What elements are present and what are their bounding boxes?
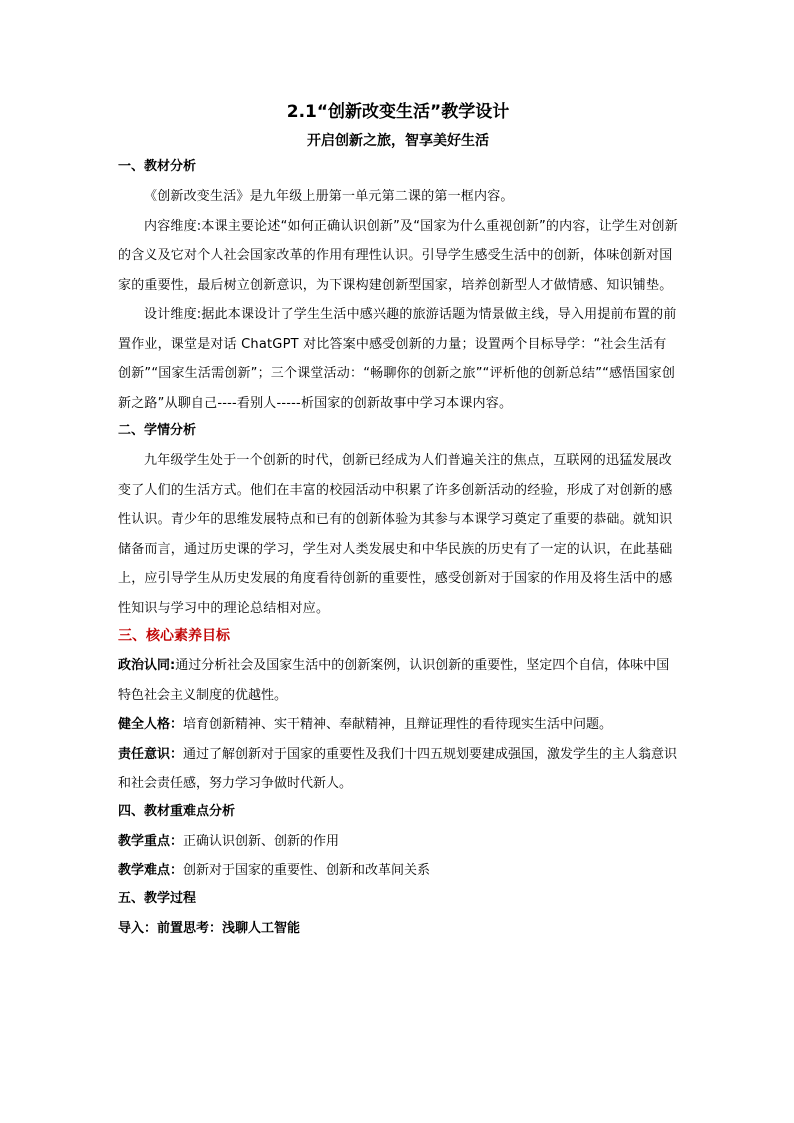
section-heading-teaching-process: 五、教学过程 bbox=[118, 890, 197, 906]
paragraph: 九年级学生处于一个创新的时代，创新已经成为人们普遍关注的焦点，互联网的迅猛发展改变了人们的生活方式。他们在丰富的校园活动中积累了许多创新活动的经验，形成了对创新的感性认识。青少年的思维发展特点和已有的创新体验为其参与本课学习奠定了重要的恭础。就知识储备而言，通过历史课的学习，学生对人类发展史和中华民族的历史有了一定的认识，在此基础上，应引导学生从历史发展的角度看待创新的重要性，感受创新对于国家的作用及将生活中的感性知识与学习中的理论总结相对应。 bbox=[118, 453, 673, 616]
key-point-text: 正确认识创新、创新的作用 bbox=[183, 833, 340, 849]
goal-item bbox=[118, 710, 678, 740]
document-title: 2.1“创新改变生活”教学设计 bbox=[286, 102, 510, 122]
section-heading-key-points: 四、教材重难点分析 bbox=[118, 803, 236, 819]
key-point-text: 创新对于国家的重要性、创新和改革间关系 bbox=[183, 863, 431, 878]
key-point-item bbox=[118, 827, 678, 857]
goal-label: 健全人格： bbox=[118, 717, 184, 732]
key-point-label: 教学重点： bbox=[118, 833, 184, 849]
goal-text: 通过了解创新对于国家的重要性及我们十四五规划要建成强国，激发学生的主人翁意识和社会责任感，努力学习争做时代新人。 bbox=[118, 746, 678, 791]
goal-text: 培育创新精神、实干精神、奉献精神，且辩证理性的看待现实生活中问题。 bbox=[183, 717, 613, 732]
paragraph: 《创新改变生活》是九年级上册第一单元第二课的第一框内容。 bbox=[144, 189, 514, 204]
document-subtitle: 开启创新之旅，智享美好生活 bbox=[307, 133, 489, 149]
intro-line: 导入：前置思考：浅聊人工智能 bbox=[118, 920, 301, 936]
goal-text: 通过分析社会及国家生活中的创新案例，认识创新的重要性，坚定四个自信，体味中国特色社会主义制度的优越性。 bbox=[118, 658, 670, 703]
paragraph: 设计维度:据此本课设计了学生生活中感兴趣的旅游话题为情景做主线，导入用提前布置的前置作业，课堂是对话 ChatGPT 对比答案中感受创新的力量；设置两个目标导学：“社会生活有创新”“国家生活需创新”；三个课堂活动：“畅聊你的创新之旅”“评析他的创新总结”“感悟国家创新之路”从聊自己----看别人-----析国家的创新故事中学习本课内容。 bbox=[118, 307, 677, 411]
paragraph: 内容维度:本课主要论述“如何正确认识创新”及“国家为什么重视创新”的内容，让学生对创新的含义及它对个人社会国家改革的作用有理性认识。引导学生感受生活中的创新，体味创新对国家的重要性，最后树立创新意识，为下课构建创新型国家，培养创新型人才做情感、知识铺垫。 bbox=[118, 218, 678, 293]
goal-label: 责任意识： bbox=[118, 746, 184, 762]
key-point-label: 教学难点： bbox=[118, 863, 184, 878]
section-heading-core-goals: 三、核心素养目标 bbox=[118, 628, 230, 644]
goal-label: 政治认同: bbox=[118, 658, 176, 673]
document-content bbox=[118, 100, 678, 943]
key-point-item bbox=[118, 856, 678, 886]
goal-item bbox=[118, 740, 678, 799]
section-heading-student-analysis: 二、学情分析 bbox=[118, 423, 197, 438]
goal-item bbox=[118, 651, 678, 710]
section-heading-textbook-analysis: 一、教材分析 bbox=[118, 159, 197, 174]
